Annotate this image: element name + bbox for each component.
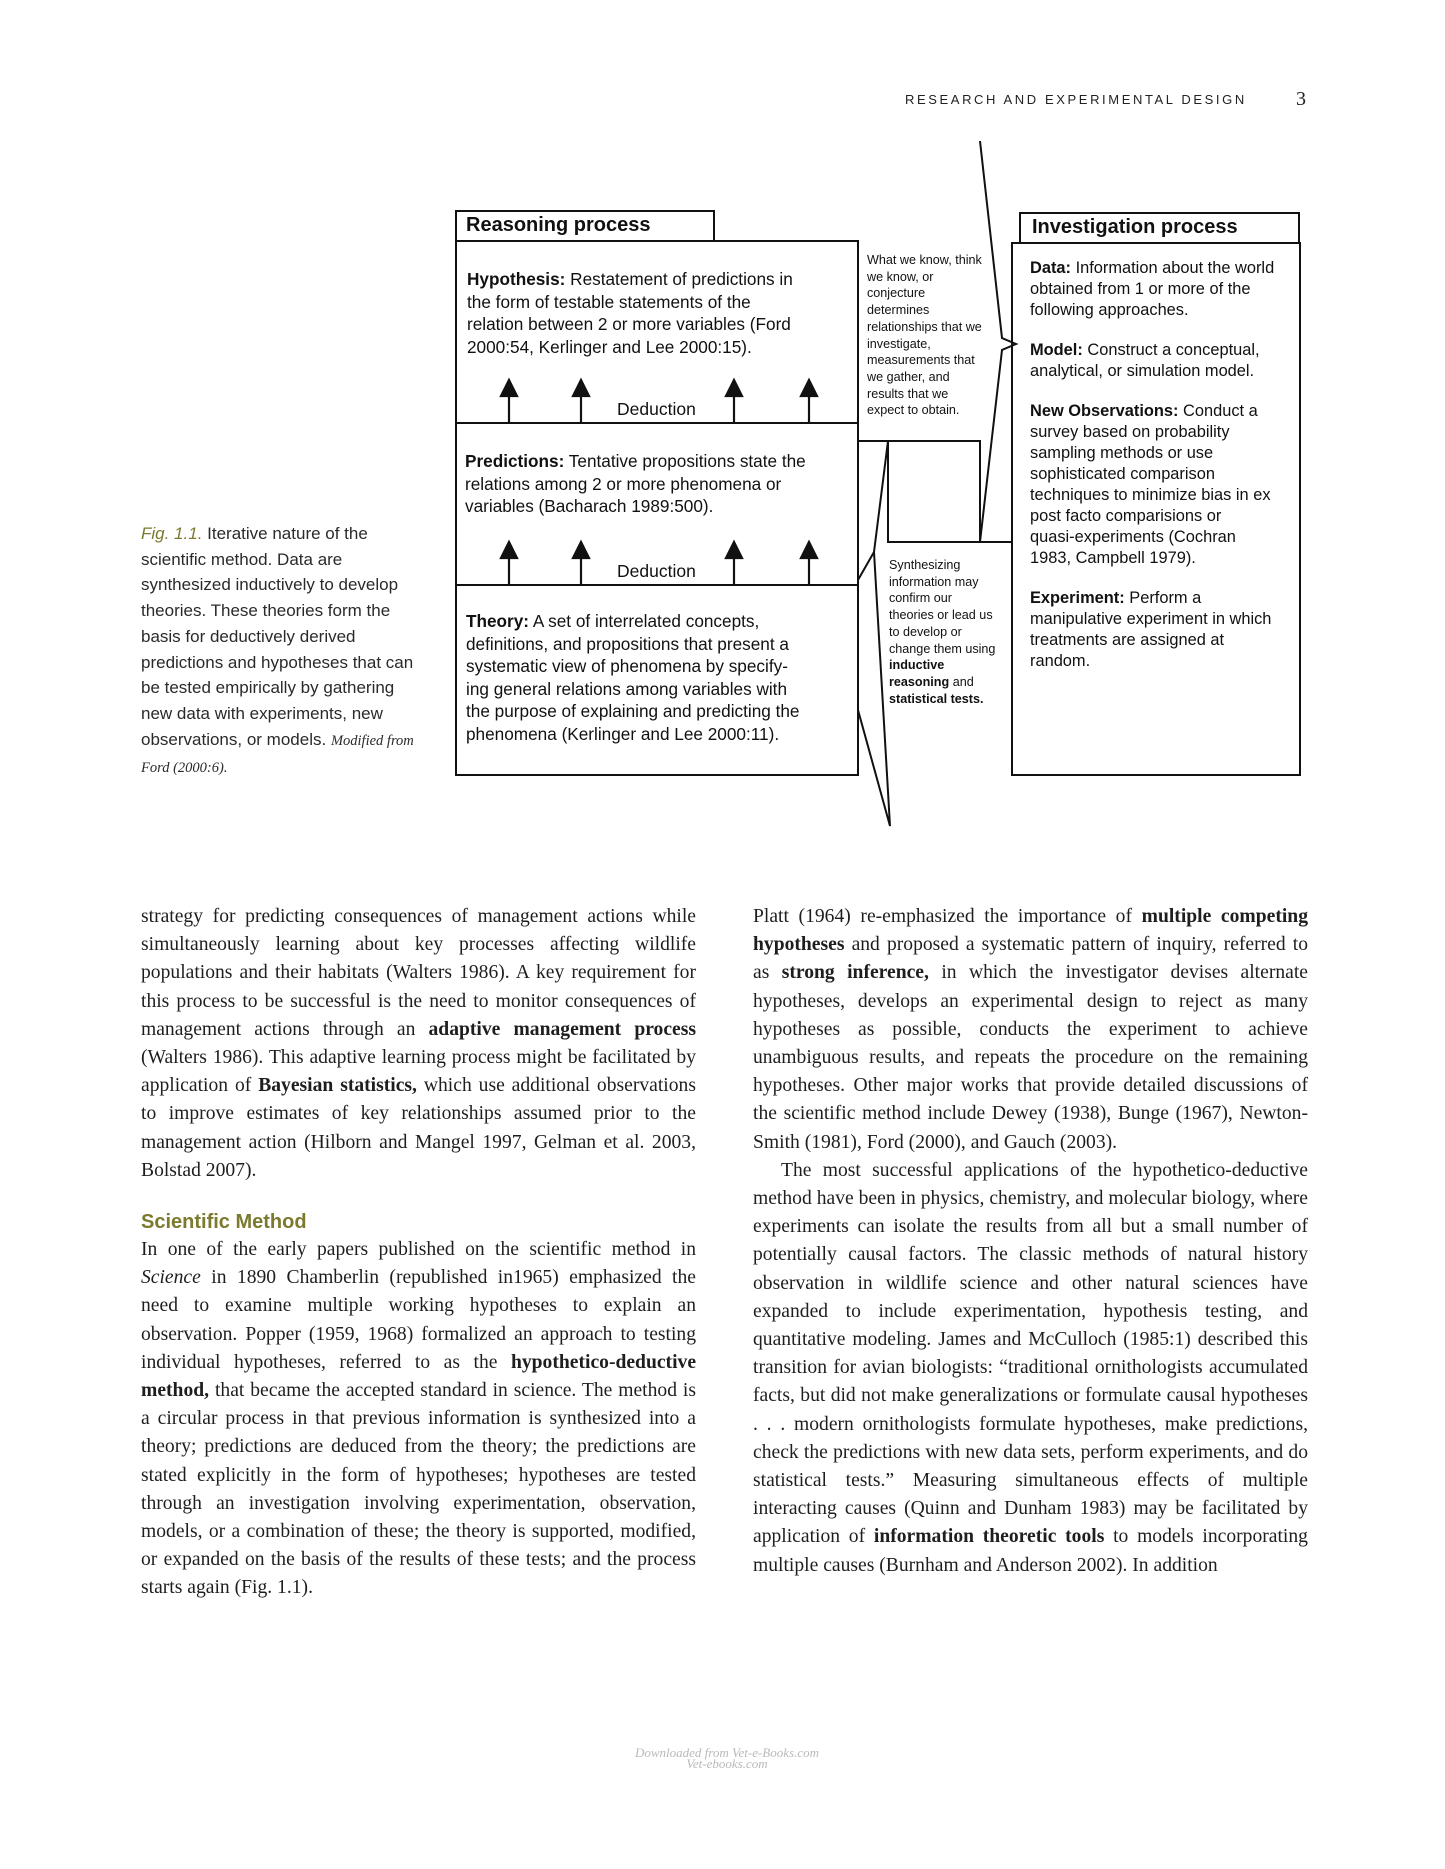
paragraph-hypothetico-deductive-applications: The most successful applications of the hypothetico-deductive method have been in physics, chemistry, and molecular biology, where experiments can isolate the results from all but a small number of potentially causal factors. The classic methods of natural history observation in wildlife science and other natural sciences have expanded to include experimentation, hypothesis testing, and quantitative modeling. James and McCulloch (1985:1) described this transition for avian biologists: “traditional ornithologists accumulated facts, but did not make generalizations or formulate causal hypotheses . . . modern ornithologists formulate hypotheses, make predictions, check the predictions with new data sets, perform experiments, and do statistical tests.” Measuring simultaneous effects of multiple interacting causes (Quinn and Dunham 1983) may be facilitated by application of information theoretic tools to models incorporating multiple causes (Burnham and Anderson 2002). In addition <box>753 1159 1308 1576</box>
page-number: 3 <box>1296 88 1306 110</box>
deduction-label-top: Deduction <box>617 399 696 419</box>
caption-credit: Modified from Ford (2000:6). <box>141 732 414 777</box>
theory-text: Theory: A set of interrelated concepts, definitions, and propositions that present a systematic view of phenomena by specify- ing general relations among variables with the purpose of explaining and predicting the phenomena (Kerlinger and Lee 2000:11). <box>466 611 800 744</box>
synthesis-note: Synthesizing information may confirm our theories or lead us to develop or change them using inductive reasoning and statistical tests. <box>889 558 996 706</box>
body-column-right <box>753 903 1308 1580</box>
investigation-content <box>1030 258 1298 691</box>
new-observations-entry: New Observations: Conduct a survey based on probability sampling methods or use sophisticated comparison techniques to minimize bias in ex post facto comparisions or quasi-experiments (Cochran 1983, Campbell 1979). <box>1030 402 1271 567</box>
experiment-entry: Experiment: Perform a manipulative experiment in which treatments are assigned at random. <box>1030 589 1272 670</box>
flow-arrow-back-tip <box>858 552 874 580</box>
figure-label: Fig. 1.1. <box>141 524 203 543</box>
paragraph-scientific-method: In one of the early papers published on the scientific method in Science in 1890 Chamberlin (republished in1965) emphasized the need to examine multiple working hypotheses to explain an observation. Popper (1959, 1968) formalized an approach to testing individual hypotheses, referred to as the hypothetico-deductive method, that became the accepted standard in science. The method is a circular process in that previous information is synthesized into a theory; predictions are deduced from the theory; the predictions are stated explicitly in the form of hypotheses; hypotheses are tested through an investigation involving experimentation, observation, models, or a combination of these; the theory is supported, modified, or expanded on the basis of the results of these tests; and the process starts again (Fig. 1.1). <box>141 1239 697 1599</box>
reasoning-process-title: Reasoning process <box>466 214 651 236</box>
paragraph-adaptive-management: strategy for predicting consequences of management actions while simultaneously learning about key processes affecting wildlife populations and their habitats (Walters 1986). A key requirement for this process to be successful is the need to monitor consequences of management actions through an adaptive management process (Walters 1986). This adaptive learning process might be facilitated by application of Bayesian statistics, which use additional observations to improve estimates of key relationships assumed prior to the management action (Hilborn and Mangel 1997, Gelman et al. 2003, Bolstad 2007). <box>141 906 696 1181</box>
investigation-process-title: Investigation process <box>1032 216 1238 238</box>
predictions-text: Predictions: Tentative propositions state the relations among 2 or more phenomena or variables (Bacharach 1989:500). <box>465 451 806 516</box>
paragraph-strong-inference: Platt (1964) re-emphasized the importance of multiple competing hypotheses and proposed a systematic pattern of inquiry, referred to as strong inference, in which the investigator devises alternate hypotheses, develops an experimental design to reject as many hypotheses as possible, conducts the experiment to achieve unambiguous results, and repeats the procedure on the remaining hypotheses. Other major works that provide detailed discussions of the scientific method include Dewey (1938), Bunge (1967), Newton-Smith (1981), Ford (2000), and Gauch (2003). <box>753 906 1309 1153</box>
hypothesis-text: Hypothesis: Restatement of predictions in the form of testable statements of the relation between 2 or more variables (Ford 2000:54, Kerlinger and Lee 2000:15). <box>467 269 793 357</box>
model-entry: Model: Construct a conceptual, analytical, or simulation model. <box>1030 341 1260 380</box>
figure-caption <box>141 521 424 782</box>
deduction-label-bottom: Deduction <box>617 561 696 581</box>
data-entry: Data: Information about the world obtained from 1 or more of the following approaches. <box>1030 259 1275 319</box>
watermark: Downloaded from Vet-e-Books.com Vet-ebooks.com <box>634 1745 819 1771</box>
knowledge-note: What we know, think we know, or conjecture determines relationships that we investigate, measurements that we gather, and results that we expect to obtain. <box>867 253 982 418</box>
flow-arrow-back-head <box>858 441 890 826</box>
body-column-left <box>141 903 696 1603</box>
running-head: RESEARCH AND EXPERIMENTAL DESIGN <box>905 92 1247 107</box>
caption-text: Iterative nature of the scientific method. Data are synthesized inductively to develop theories. These theories form the basis for deductively derived predictions and hypotheses that can be tested empirically by gathering new data with experiments, new observations, or models. <box>141 524 414 749</box>
section-heading-scientific-method: Scientific Method <box>141 1211 307 1234</box>
